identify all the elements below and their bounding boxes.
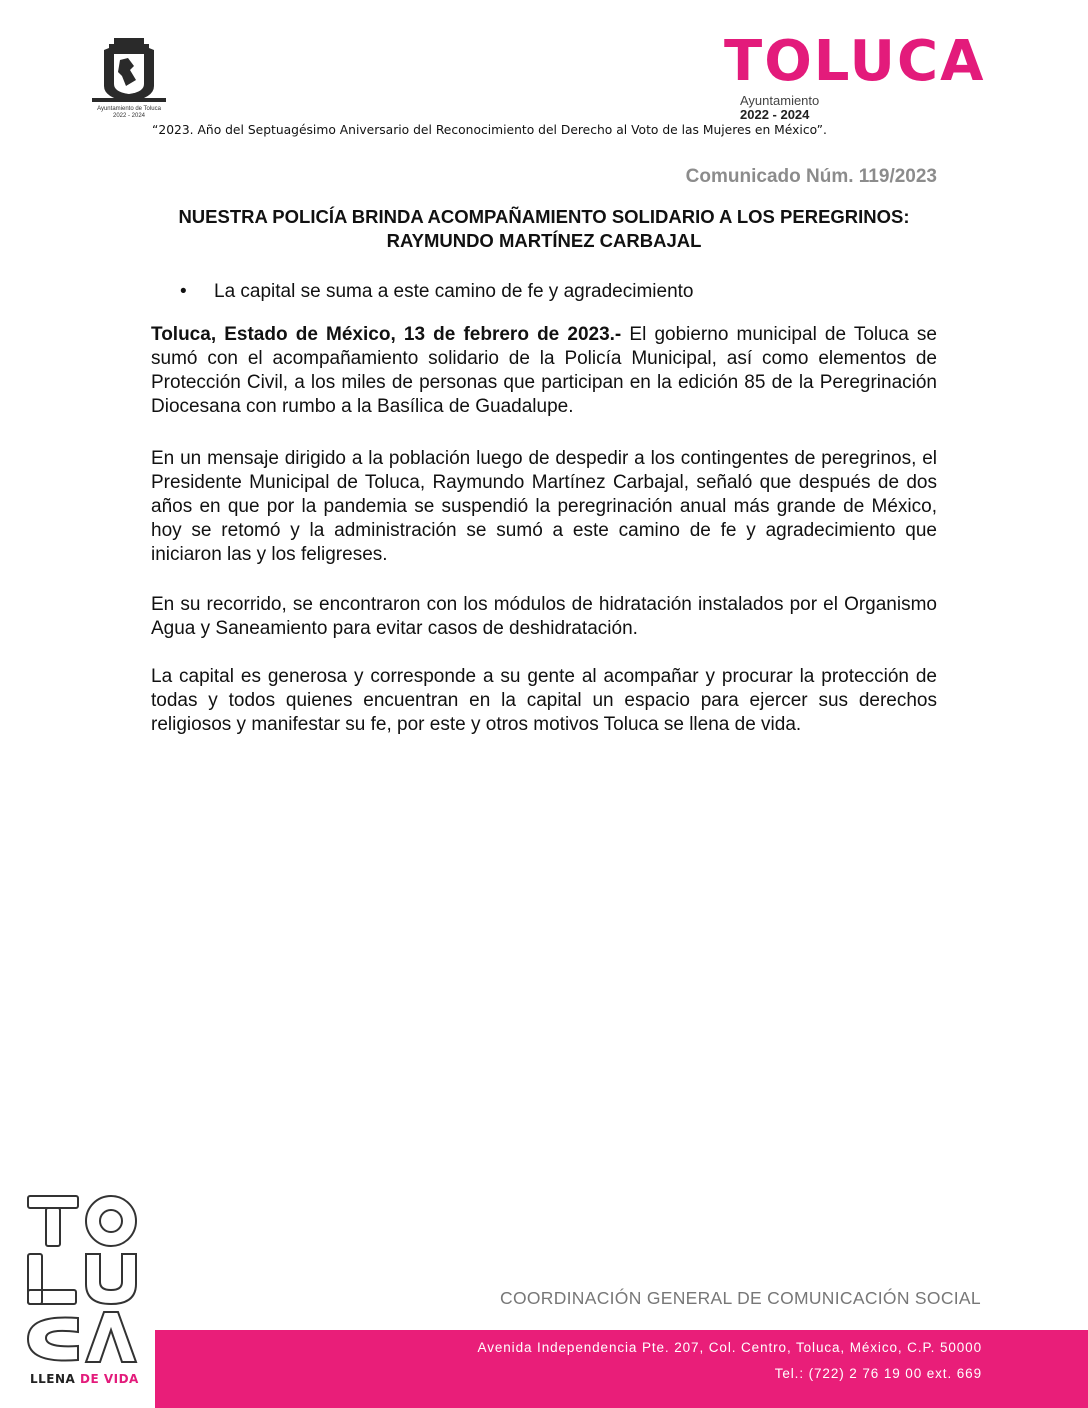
coordination-label: COORDINACIÓN GENERAL DE COMUNICACIÓN SOCIAL [500, 1288, 981, 1308]
slogan-part-1: LLENA [30, 1372, 80, 1386]
brand-subtitle: Ayuntamiento [740, 93, 820, 108]
crest-caption-1: Ayuntamiento de Toluca [97, 106, 161, 112]
press-title-line-1: NUESTRA POLICÍA BRINDA ACOMPAÑAMIENTO SOLIDARIO A LOS PEREGRINOS: [178, 206, 910, 227]
municipal-crest [84, 36, 174, 122]
bullet-text: La capital se suma a este camino de fe y agradecimiento [214, 281, 694, 302]
paragraph-3: En su recorrido, se encontraron con los módulos de hidratación instalados por el Organismo Agua y Saneamiento para evitar casos de deshidratación. [151, 594, 937, 639]
footer-slogan [30, 1372, 139, 1386]
summary-bullet [180, 280, 694, 304]
crest-icon [84, 36, 174, 106]
paragraph-4: La capital es generosa y corresponde a su gente al acompañar y procurar la protección de todas y todos quienes encuentran en la capital un espacio para ejercer sus derechos religiosos y manifestar su fe, por este y otros motivos Toluca se llena de vida. [151, 666, 937, 735]
press-title-line-2: RAYMUNDO MARTÍNEZ CARBAJAL [386, 230, 702, 251]
paragraph-2: En un mensaje dirigido a la población luego de despedir a los contingentes de peregrinos, el Presidente Municipal de Toluca, Raymundo Martínez Carbajal, señaló que después de dos años en que por la pandemia se suspendió la peregrinación anual más grande de México, hoy se retomó y la administración se sumó a este camino de fe y agradecimiento que iniciaron las y los feligreses. [151, 448, 937, 565]
press-title [151, 205, 937, 253]
bullet-icon: • [180, 281, 187, 302]
paragraph-1 [151, 323, 937, 419]
crest-caption-2: 2022 - 2024 [112, 113, 146, 119]
brand-period: 2022 - 2024 [740, 107, 810, 122]
year-motto: “2023. Año del Septuagésimo Aniversario del Reconocimiento del Derecho al Voto de las Mujeres en México”. [152, 123, 827, 137]
press-release-number: Comunicado Núm. 119/2023 [685, 166, 937, 187]
toluca-stacked-logo-icon [26, 1192, 144, 1367]
footer-address: Avenida Independencia Pte. 207, Col. Centro, Toluca, México, C.P. 50000 [477, 1340, 982, 1355]
footer-phone: Tel.: (722) 2 76 19 00 ext. 669 [774, 1366, 982, 1381]
dateline: Toluca, Estado de México, 13 de febrero de 2023.- [151, 324, 622, 345]
slogan-part-2: DE VIDA [80, 1372, 139, 1386]
brand-wordmark: TOLUCA [724, 29, 986, 94]
footer-toluca-logo [26, 1192, 144, 1392]
paragraph-1-text: El gobierno municipal de Toluca se sumó con el acompañamiento solidario de la Policía Municipal, así como elementos de Protección Civil, a los miles de personas que participan en la edición 85 de la Peregrinación Diocesana con rumbo a la Basílica de Guadalupe. [151, 324, 937, 417]
